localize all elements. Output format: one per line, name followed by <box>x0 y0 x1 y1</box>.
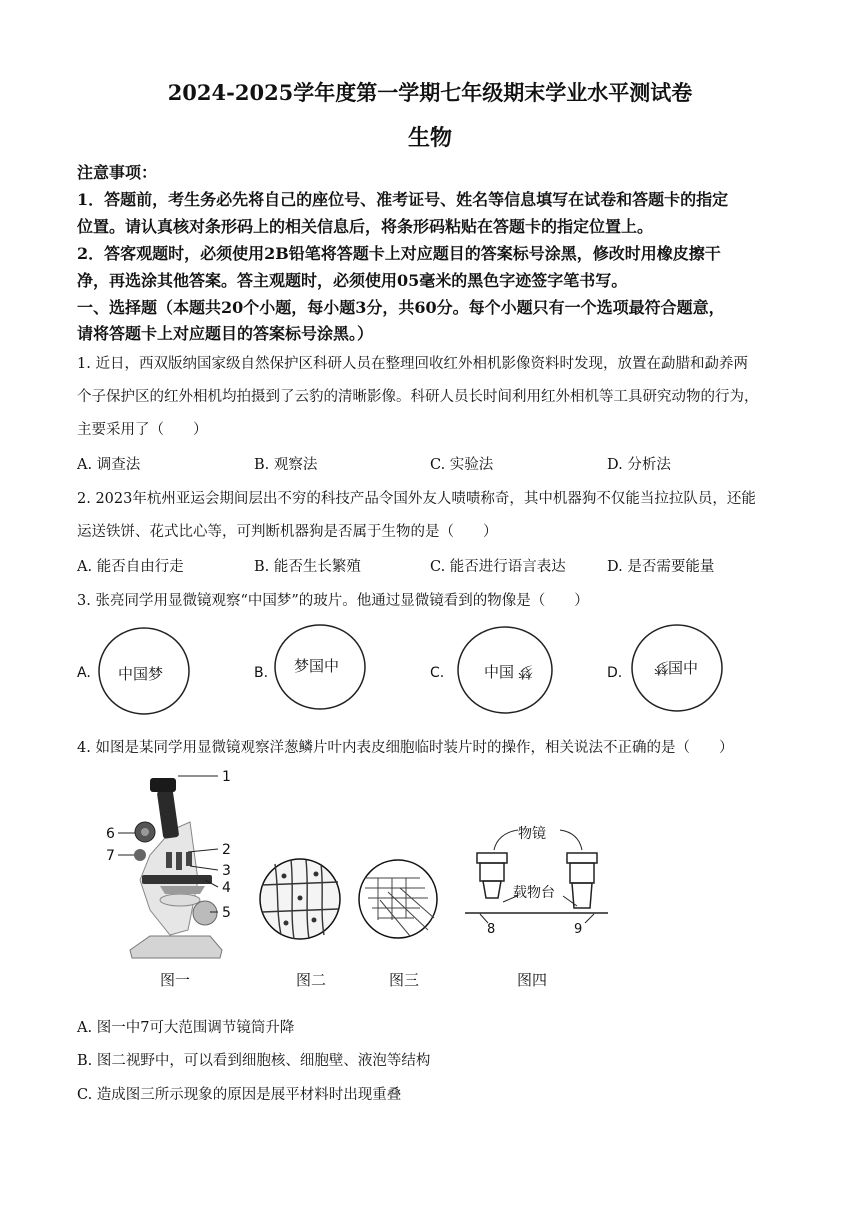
question-2-line: 运送铁饼、花式比心等，可判断机器狗是否属于生物的是（ ） <box>77 524 498 540</box>
circle-text-a: 中国梦 <box>118 665 164 683</box>
q2-option-b: B. 能否生长繁殖 <box>254 559 361 575</box>
exam-title: 2024-2025学年度第一学期七年级期末学业水平测试卷 <box>167 80 693 105</box>
overlapping-cells-view <box>359 860 437 938</box>
q3-option-c-label: C. <box>430 665 445 681</box>
label-number: 7 <box>106 848 115 864</box>
label-number: 6 <box>106 826 115 842</box>
question-1-line: 主要采用了（ ） <box>77 422 208 438</box>
q4-option-b: B. 图二视野中，可以看到细胞核、细胞壁、液泡等结构 <box>77 1053 431 1069</box>
question-4-stem: 4. 如图是某同学用显微镜观察洋葱鳞片叶内表皮细胞临时装片时的操作，相关说法不正确的是（ ） <box>77 740 734 756</box>
q1-option-a: A. 调查法 <box>77 457 141 473</box>
stage-label: 载物台 <box>513 885 555 901</box>
q2-option-d: D. 是否需要能量 <box>607 559 715 575</box>
label-number: 9 <box>574 922 583 937</box>
section-heading: 请将答题卡上对应题目的答案标号涂黑。） <box>77 324 374 343</box>
q1-option-d: D. 分析法 <box>607 457 671 473</box>
q4-figure <box>0 760 860 1000</box>
label-number: 2 <box>222 842 231 858</box>
subject-title: 生物 <box>407 125 452 151</box>
notice-line: 2．答客观题时，必须使用2B铅笔将答题卡上对应题目的答案标号涂黑，修改时用橡皮擦干 <box>77 244 721 263</box>
onion-cells-view <box>260 859 340 939</box>
q4-option-c: C. 造成图三所示现象的原因是展平材料时出现重叠 <box>77 1087 402 1103</box>
q1-option-c: C. 实验法 <box>430 457 494 473</box>
label-number: 1 <box>222 769 231 785</box>
notice-line: 1．答题前，考生务必先将自己的座位号、准考证号、姓名等信息填写在试卷和答题卡的指定 <box>77 190 729 209</box>
q3-option-a-label: A. <box>77 665 91 681</box>
circle-text-c-flipped: 梦 <box>517 663 533 681</box>
notice-heading: 注意事项： <box>77 163 158 182</box>
q3-options-figure <box>0 615 860 725</box>
q3-option-b-label: B. <box>254 665 269 681</box>
circle-text-b: 梦国中 <box>294 657 340 675</box>
circle-text-d-flipped: 梦 <box>653 659 669 677</box>
circle-text-c: 中国 <box>484 663 515 681</box>
section-heading: 一、选择题（本题共20个小题，每小题3分，共60分。每个小题只有一个选项最符合题意， <box>77 298 725 317</box>
label-number: 8 <box>487 922 496 937</box>
notice-line: 净，再选涂其他答案。答主观题时，必须使用05毫米的黑色字迹签字笔书写。 <box>77 271 628 290</box>
question-1-line: 个子保护区的红外相机均拍摄到了云豹的清晰影像。科研人员长时间利用红外相机等工具研究动物的行为， <box>77 389 759 405</box>
figure-caption: 图一 <box>160 971 191 989</box>
microscope-illustration <box>130 778 222 958</box>
label-number: 5 <box>222 905 231 921</box>
objective-label: 物镜 <box>518 826 546 842</box>
objective-comparison <box>465 825 608 937</box>
q1-option-b: B. 观察法 <box>254 457 318 473</box>
notice-line: 位置。请认真核对条形码上的相关信息后，将条形码粘贴在答题卡的指定位置上。 <box>77 217 654 236</box>
question-2-line: 2. 2023年杭州亚运会期间层出不穷的科技产品令国外友人啧啧称奇，其中机器狗不仅能当拉拉队员，还能 <box>77 491 756 507</box>
figure-caption: 图三 <box>389 971 420 989</box>
q2-option-a: A. 能否自由行走 <box>77 559 184 575</box>
q2-option-c: C. 能否进行语言表达 <box>430 559 566 575</box>
circle-text-d: 国中 <box>668 659 699 677</box>
label-number: 3 <box>222 863 231 879</box>
figure-caption: 图二 <box>296 971 327 989</box>
label-number: 4 <box>222 880 231 896</box>
q3-option-d-label: D. <box>607 665 623 681</box>
figure-caption: 图四 <box>517 971 548 989</box>
question-1-line: 1. 近日，西双版纳国家级自然保护区科研人员在整理回收红外相机影像资料时发现，放置在勐腊和勐养两 <box>77 356 748 372</box>
question-3-stem: 3. 张亮同学用显微镜观察“中国梦”的玻片。他通过显微镜看到的物像是（ ） <box>77 593 589 609</box>
q4-option-a: A. 图一中7可大范围调节镜筒升降 <box>77 1020 295 1036</box>
